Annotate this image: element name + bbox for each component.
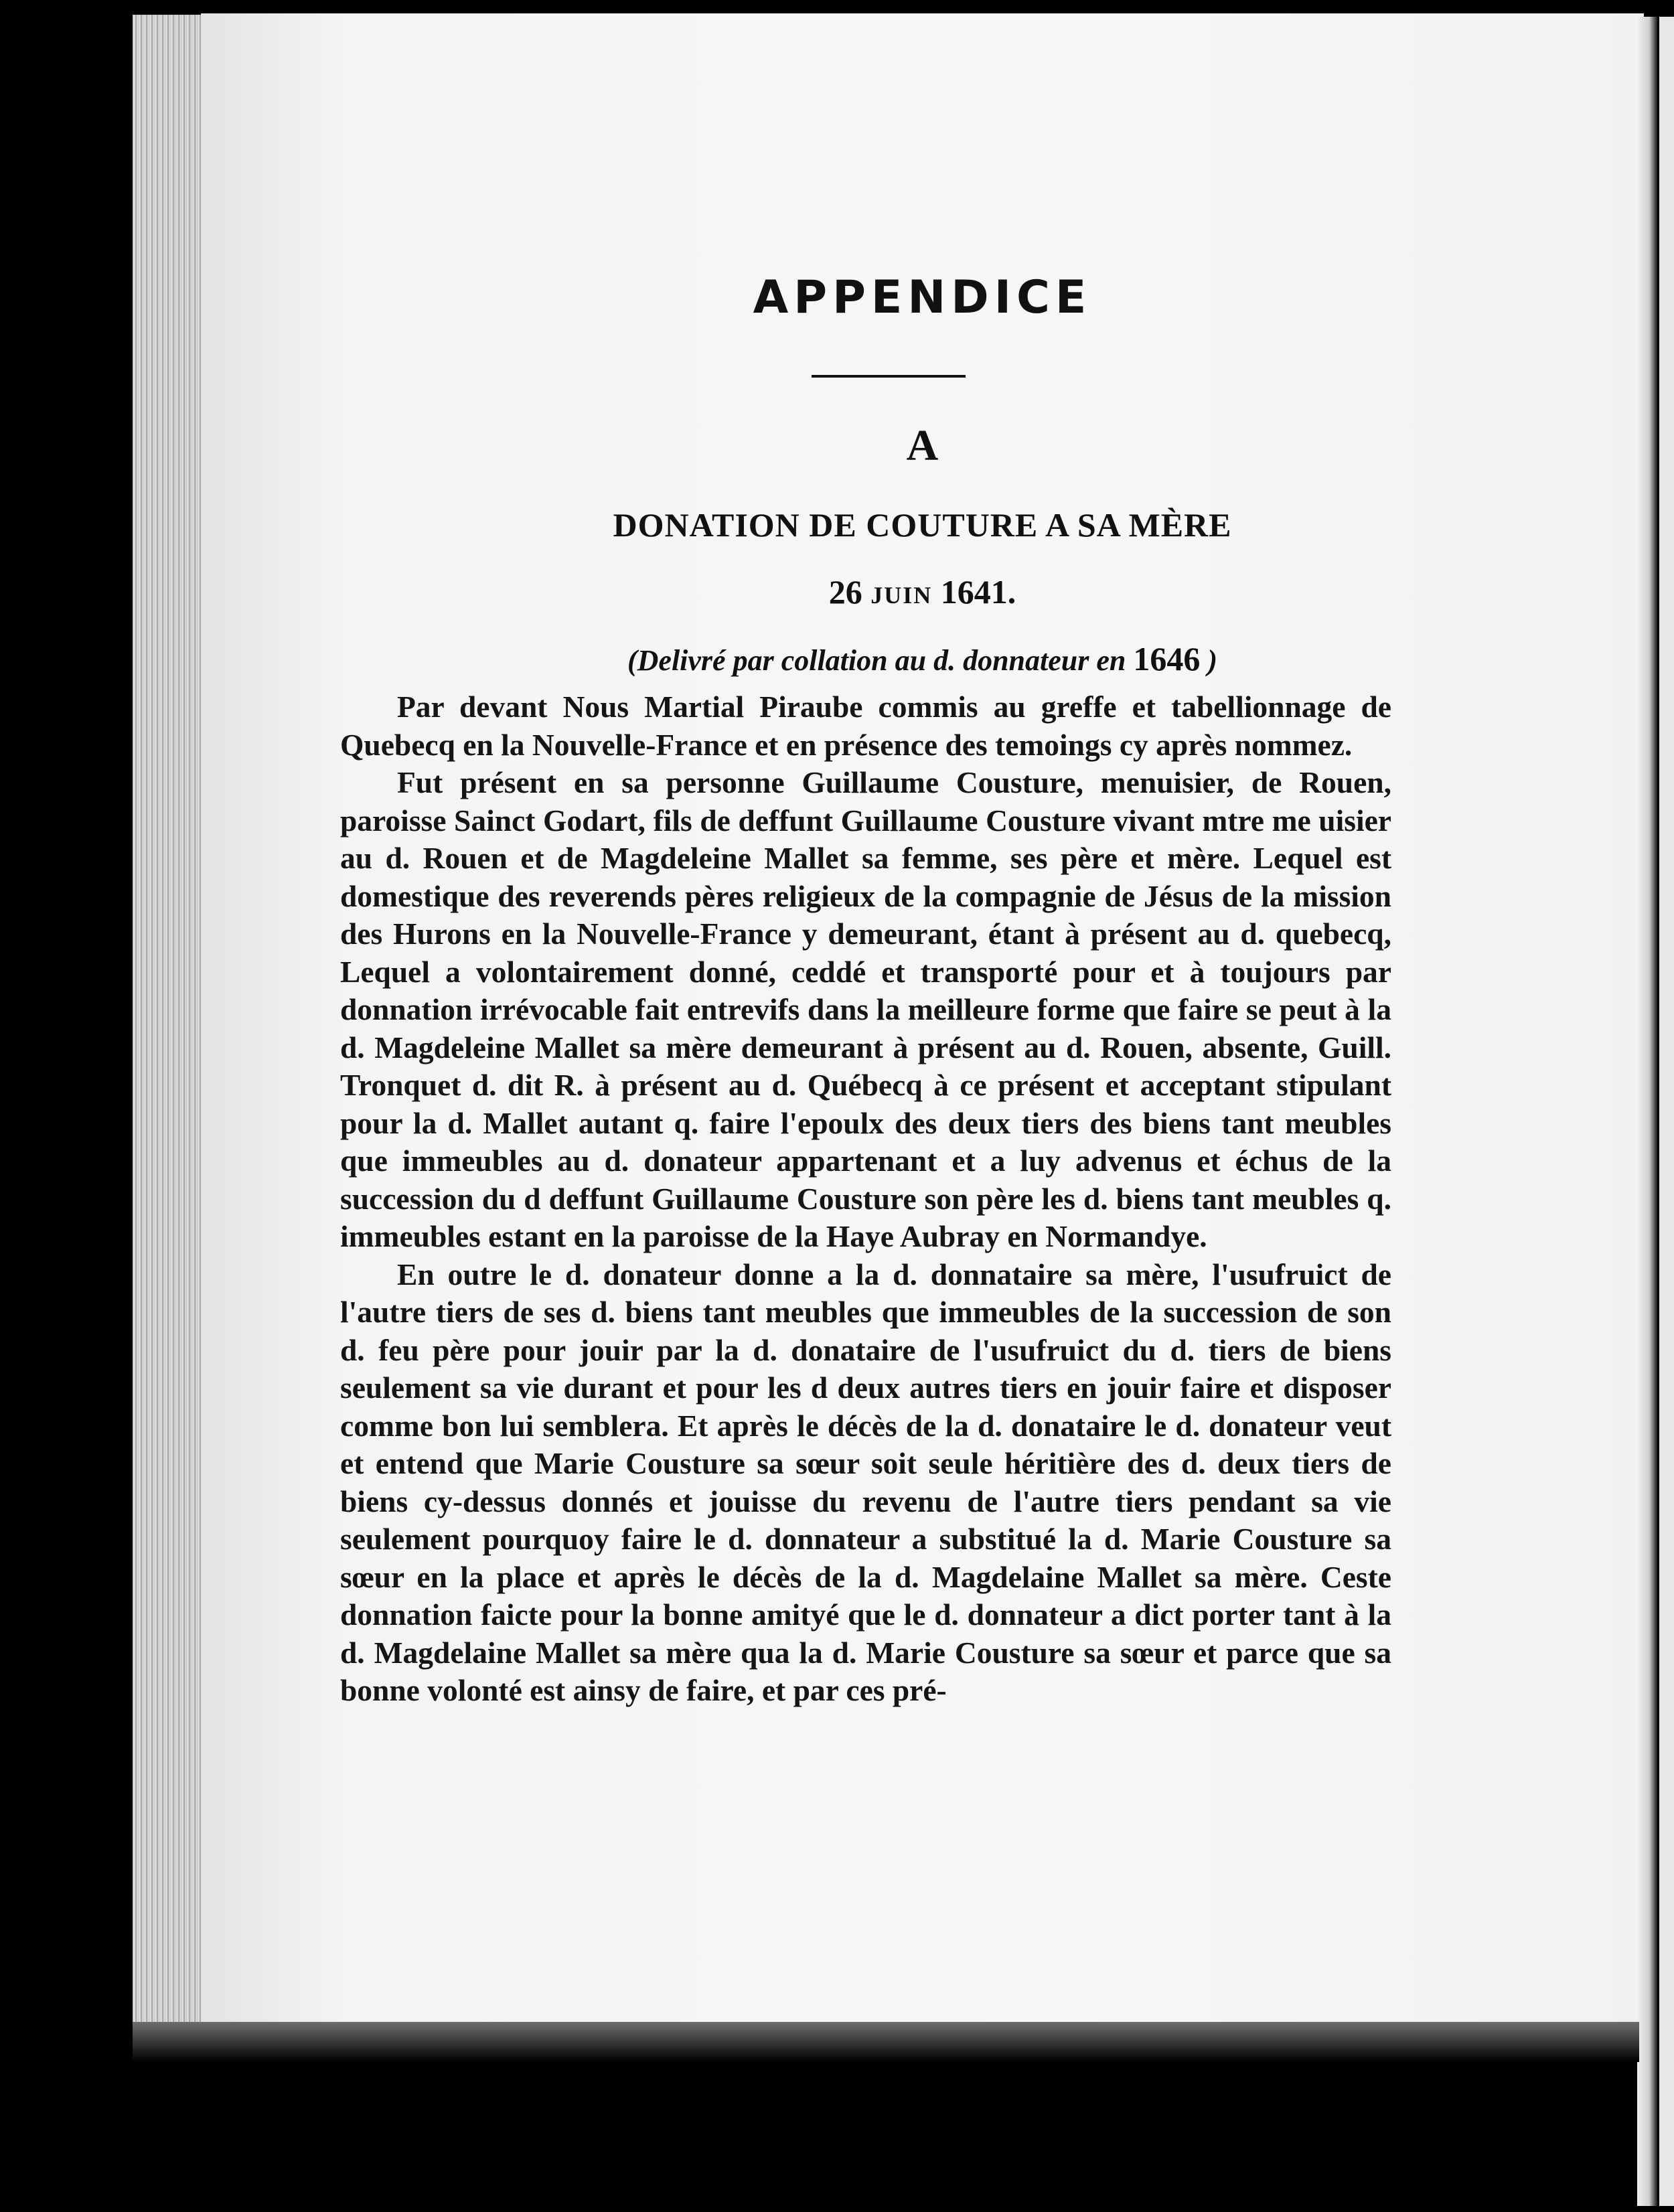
- paragraph-2: Fut présent en sa personne Guillaume Cousture, menuisier, de Rouen, paroisse Sainct Godart, fils de deffunt Guillaume Cousture vivant mtre me uisier au d. Rouen et de Magdeleine Mallet sa femme, ses père et mère. Lequel est domestique des reverends pères religieux de la compagnie de Jésus de la mission des Hurons en la Nouvelle-France y demeurant, étant à présent au d. quebecq, Lequel a volontairement donné, ceddé et transporté pour et à toujours par donnation irrévocable fait entrevifs dans la meilleure forme que faire se peut à la d. Magdeleine Mallet sa mère demeurant à présent au d. Rouen, absente, Guill. Tronquet d. dit R. à présent au d. Québecq à ce présent et acceptant stipulant pour la d. Mallet autant q. faire l'epoulx des deux tiers des biens tant meubles que immeubles au d. donateur appartenant et a luy advenus et échus de la succession du d deffunt Guillaume Cousture son père les d. biens tant meubles q. immeubles estant en la paroisse de la Haye Aubray en Normandye.: [340, 765, 1391, 1253]
- section-heading: DONATION DE COUTURE A SA MÈRE: [613, 506, 1232, 544]
- paragraph-3: En outre le d. donateur donne a la d. donnataire sa mère, l'usufruict de l'autre tiers de ses d. biens tant meubles que immeubles de la succession de son d. feu père pour jouir par la d. donataire de l'usufruict du d. tiers de biens seulement sa vie durant et pour les d deux autres tiers en jouir faire et disposer comme bon lui semblera. Et après le décès de la d. donataire le d. donateur veut et entend que Marie Cousture sa sœur soit seule héritière des d. deux tiers de biens cy-dessus donnés et jouisse du revenu de l'autre tiers pendant sa vie seulement pourquoy faire le d. donnateur a substitué la d. Marie Cousture sa sœur en la place et après le décès de la d. Magdelaine Mallet sa mère. Ceste donnation faicte pour la bonne amityé que le d. donnateur a dict porter tant à la d. Magdelaine Mallet sa mère qua la d. Marie Cousture sa sœur et parce que sa bonne volonté est ainsy de faire, et par ces pré-: [340, 1257, 1391, 1707]
- section-letter: A: [906, 421, 939, 470]
- document-date: [201, 572, 1644, 611]
- date-year: 1641.: [940, 573, 1016, 611]
- document-body: [340, 688, 1391, 1710]
- date-month: JUIN: [870, 582, 933, 609]
- facing-page-edge: [1637, 17, 1657, 2206]
- facing-page-strip: [1659, 17, 1674, 2206]
- appendix-title: APPENDICE: [753, 271, 1092, 324]
- delivery-note-text: Delivré par collation au d. donnateur en: [637, 644, 1126, 677]
- date-day: 26: [828, 573, 862, 611]
- page-bottom-shadow: [133, 2022, 1639, 2062]
- delivery-note: (Delivré par collation au d. donnateur en 1646 ): [627, 640, 1218, 678]
- paragraph-1: Par devant Nous Martial Piraube commis au greffe et tabellionnage de Quebecq en la Nouvelle-France et en présence des temoings cy après nommez.: [340, 690, 1391, 762]
- title-rule: [812, 375, 966, 378]
- delivery-note-year: 1646: [1133, 640, 1201, 678]
